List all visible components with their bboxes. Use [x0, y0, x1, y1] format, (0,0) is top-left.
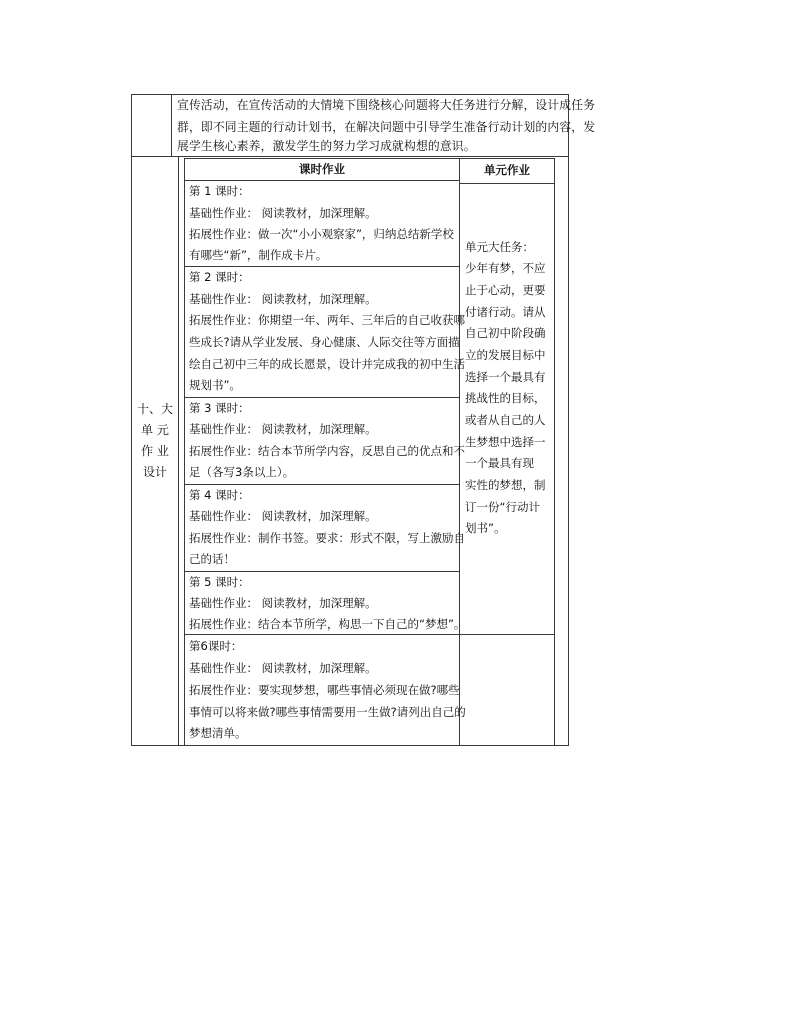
lesson-4-line-1: 基础性作业： 阅读教材，加深理解。	[189, 509, 377, 523]
unit-task-line-5: 自己初中阶段确	[465, 326, 546, 340]
lesson-6-line-3: 事情可以将来做?哪些事情需要用一生做?请列出自己的	[189, 705, 466, 719]
header-divider-unit	[459, 183, 555, 184]
lesson-5-line-1: 基础性作业： 阅读教材，加深理解。	[189, 596, 377, 610]
unit-task-line-1: 单元大任务：	[465, 240, 534, 254]
header-unit-homework: 单元作业	[484, 163, 530, 177]
inner-border-right	[554, 158, 555, 745]
lesson-2-line-4: 绘自己初中三年的成长愿景，设计并完成我的初中生活	[189, 357, 465, 371]
unit-task-line-8: 挑战性的目标，	[465, 391, 546, 405]
lesson-5-title: 第 5 课时：	[189, 575, 250, 589]
table-border-left	[131, 94, 132, 746]
table-border-top	[131, 94, 569, 95]
header-lesson-homework: 课时作业	[299, 162, 345, 176]
label-col-divider	[178, 156, 179, 746]
lesson-5-line-2: 拓展性作业：结合本节所学，构思一下自己的“梦想”。	[189, 617, 466, 631]
lesson-1-title: 第 1 课时：	[189, 184, 250, 198]
lesson-2-line-5: 规划书”。	[189, 378, 241, 392]
inner-border-left	[184, 158, 185, 745]
lesson-3-title: 第 3 课时：	[189, 401, 250, 415]
unit-task-line-13: 订一份“行动计	[465, 500, 540, 514]
lesson-1-line-1: 基础性作业： 阅读教材，加深理解。	[189, 206, 377, 220]
lesson-2-line-1: 基础性作业： 阅读教材，加深理解。	[189, 292, 377, 306]
unit-task-line-11: 一个最具有现	[465, 456, 534, 470]
table-border-right	[568, 94, 569, 746]
unit-task-line-7: 选择一个最具有	[465, 370, 546, 384]
lesson-1-line-2: 拓展性作业：做一次“小小观察家”，归纳总结新学校	[189, 227, 454, 241]
lesson-6-line-1: 基础性作业： 阅读教材，加深理解。	[189, 661, 377, 675]
table-border-bottom	[131, 745, 569, 746]
unit-task-line-14: 划书”。	[465, 521, 506, 535]
lesson-3-line-1: 基础性作业： 阅读教材，加深理解。	[189, 422, 377, 436]
lesson-6-line-4: 梦想清单。	[189, 726, 247, 740]
intro-row-bottom	[131, 156, 569, 157]
section-label-line-3: 作 业	[141, 444, 169, 458]
lesson-6-title: 第6课时：	[189, 639, 243, 653]
intro-line-1: 宣传活动，在宣传活动的大情境下围绕核心问题将大任务进行分解，设计成任务	[177, 98, 596, 112]
lesson-1-line-3: 有哪些“新”，制作成卡片。	[189, 248, 328, 262]
section-label-line-4: 设计	[142, 465, 167, 479]
unit-task-line-2: 少年有梦，不应	[465, 261, 546, 275]
lesson-3-line-2: 拓展性作业：结合本节所学内容，反思自己的优点和不	[189, 444, 465, 458]
intro-line-3: 展学生核心素养，激发学生的努力学习成就构想的意识。	[177, 139, 476, 153]
lesson-4-line-2: 拓展性作业：制作书签。要求：形式不限，写上激励自	[189, 531, 465, 545]
unit-task-line-4: 付诸行动。请从	[465, 305, 546, 319]
intro-line-2: 群，即不同主题的行动计划书，在解决问题中引导学生准备行动计划的内容，发	[177, 120, 596, 134]
unit-task-line-9: 或者从自己的人	[465, 413, 546, 427]
lesson-2-line-2: 拓展性作业：你期望一年、两年、三年后的自己收获哪	[189, 313, 465, 327]
unit-task-line-3: 止于心动，更要	[465, 283, 546, 297]
lesson-2-line-3: 些成长?请从学业发展、身心健康、人际交往等方面描	[189, 335, 460, 349]
lesson-4-title: 第 4 课时：	[189, 488, 250, 502]
lesson-4-line-3: 己的话！	[189, 552, 235, 566]
unit-task-line-10: 生梦想中选择一	[465, 435, 546, 449]
unit-task-line-6: 立的发展目标中	[465, 348, 546, 362]
unit-task-line-12: 实性的梦想，制	[465, 478, 546, 492]
lesson-2-title: 第 2 课时：	[189, 270, 250, 284]
intro-col-divider	[171, 94, 172, 157]
lesson-6-line-2: 拓展性作业：要实现梦想，哪些事情必须现在做?哪些	[189, 683, 460, 697]
section-label-line-1: 十、大	[136, 402, 173, 416]
section-label-line-2: 单 元	[141, 423, 169, 437]
lesson-3-line-3: 足（各写3条以上）。	[189, 465, 295, 479]
